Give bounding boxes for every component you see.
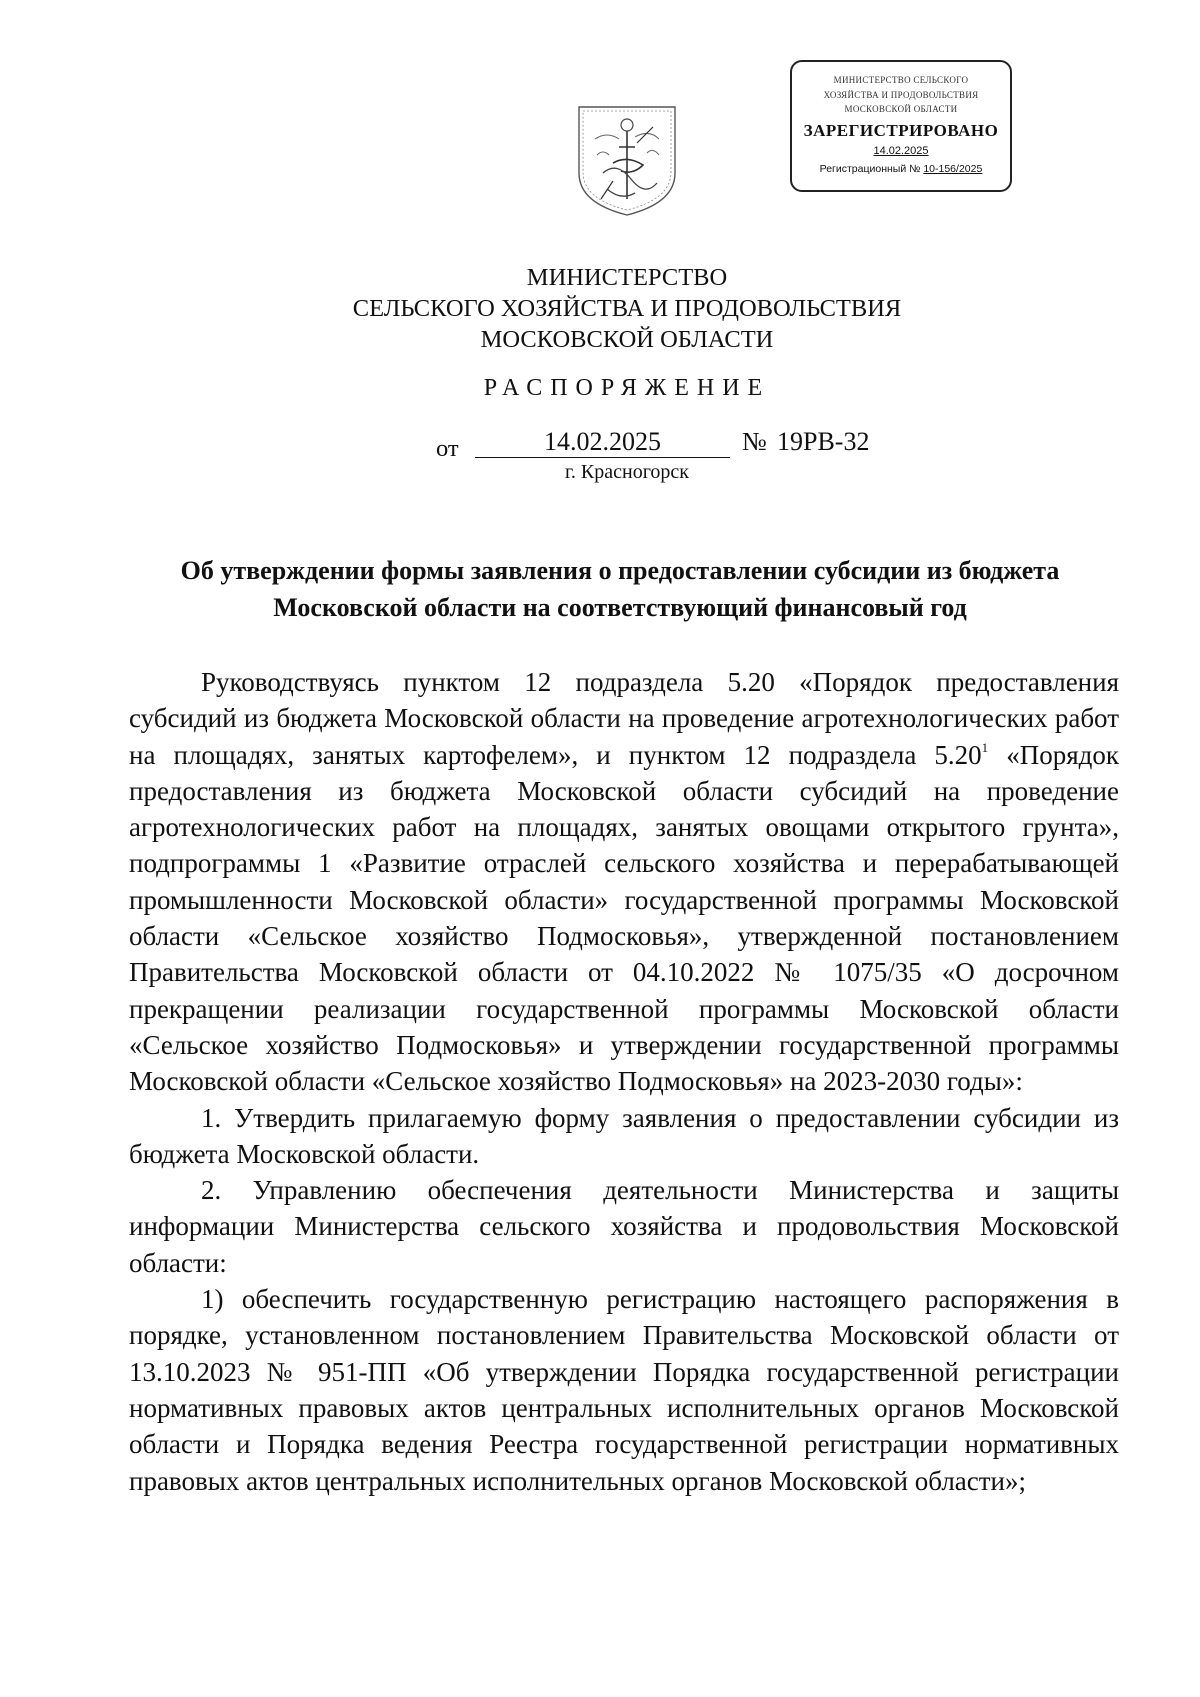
- date-prefix: от: [436, 435, 459, 462]
- document-date: 14.02.2025: [475, 427, 730, 458]
- preamble-part-2: «Порядок предоставления из бюджета Московской области субсидий на проведение агротехнологических работ на площадях, занятых овощами открытого грунта», подпрограммы 1 «Развитие отраслей сельского хозяйства и перерабатывающей промышленности Московской области» государственной программы Московской области «Сельское хозяйство Подмосковья», утвержденной постановлением Правительства Московской области от 04.10.2022 № 1075/35 «О досрочном прекращении реализации государственной программы Московской области «Сельское хозяйство Подмосковья» и утверждении государственной программы Московской области «Сельское хозяйство Подмосковья» на 2023-2030 годы»:: [129, 739, 1119, 1097]
- stamp-reg-number: 10-156/2025: [923, 163, 983, 175]
- registration-stamp: [790, 60, 1012, 192]
- document-title: Об утверждении формы заявления о предоставлении субсидии из бюджета Московской области на соответствующий финансовый год: [180, 556, 1060, 622]
- document-body: [129, 664, 1119, 1499]
- superscript: 1: [981, 739, 989, 755]
- stamp-org-line-2: ХОЗЯЙСТВА И ПРОДОВОЛЬСТВИЯ: [823, 90, 979, 100]
- paragraph-subitem-1: 1) обеспечить государственную регистрацию настоящего распоряжения в порядке, установленном постановлением Правительства Московской области от 13.10.2023 № 951-ПП «Об утверждении Порядка государственной регистрации нормативных правовых актов центральных исполнительных органов Московской области и Порядка ведения Реестра государственной регистрации нормативных правовых актов центральных исполнительных органов Московской области»;: [129, 1284, 1119, 1496]
- ministry-name-line-1: МИНИСТЕРСТВО: [526, 264, 728, 291]
- number-prefix: №: [742, 427, 767, 456]
- paragraph-item-2: 2. Управлению обеспечения деятельности Министерства и защиты информации Министерства сельского хозяйства и продовольствия Московской области:: [129, 1175, 1119, 1278]
- ministry-name-line-2: СЕЛЬСКОГО ХОЗЯЙСТВА И ПРОДОВОЛЬСТВИЯ: [352, 295, 902, 322]
- stamp-registration: [792, 160, 1010, 178]
- stamp-status: ЗАРЕГИСТРИРОВАНО: [803, 121, 999, 140]
- stamp-date: 14.02.2025: [873, 145, 929, 157]
- document-type: РАСПОРЯЖЕНИЕ: [483, 375, 771, 401]
- preamble-part-1: Руководствуясь пунктом 12 подраздела 5.20 «Порядок предоставления субсидий из бюджета Московской области на проведение агротехнологических работ на площадях, занятых картофелем», и пунктом 12 подраздела 5.20: [129, 667, 1119, 770]
- stamp-reg-label: Регистрационный №: [819, 163, 924, 175]
- document-city: г. Красногорск: [564, 461, 690, 483]
- document-number: 19РВ-32: [777, 427, 870, 456]
- ministry-name-line-3: МОСКОВСКОЙ ОБЛАСТИ: [480, 326, 774, 353]
- stamp-org-line-1: МИНИСТЕРСТВО СЕЛЬСКОГО: [833, 75, 969, 85]
- stamp-org-line-3: МОСКОВСКОЙ ОБЛАСТИ: [844, 104, 958, 114]
- date-number-row: [0, 427, 1200, 463]
- ministry-header: [0, 262, 1200, 355]
- moscow-oblast-coat-of-arms-icon: [573, 103, 681, 219]
- paragraph-preamble: [129, 664, 1119, 1100]
- paragraph-item-1: 1. Утвердить прилагаемую форму заявления о предоставлении субсидии из бюджета Московской области.: [129, 1102, 1119, 1169]
